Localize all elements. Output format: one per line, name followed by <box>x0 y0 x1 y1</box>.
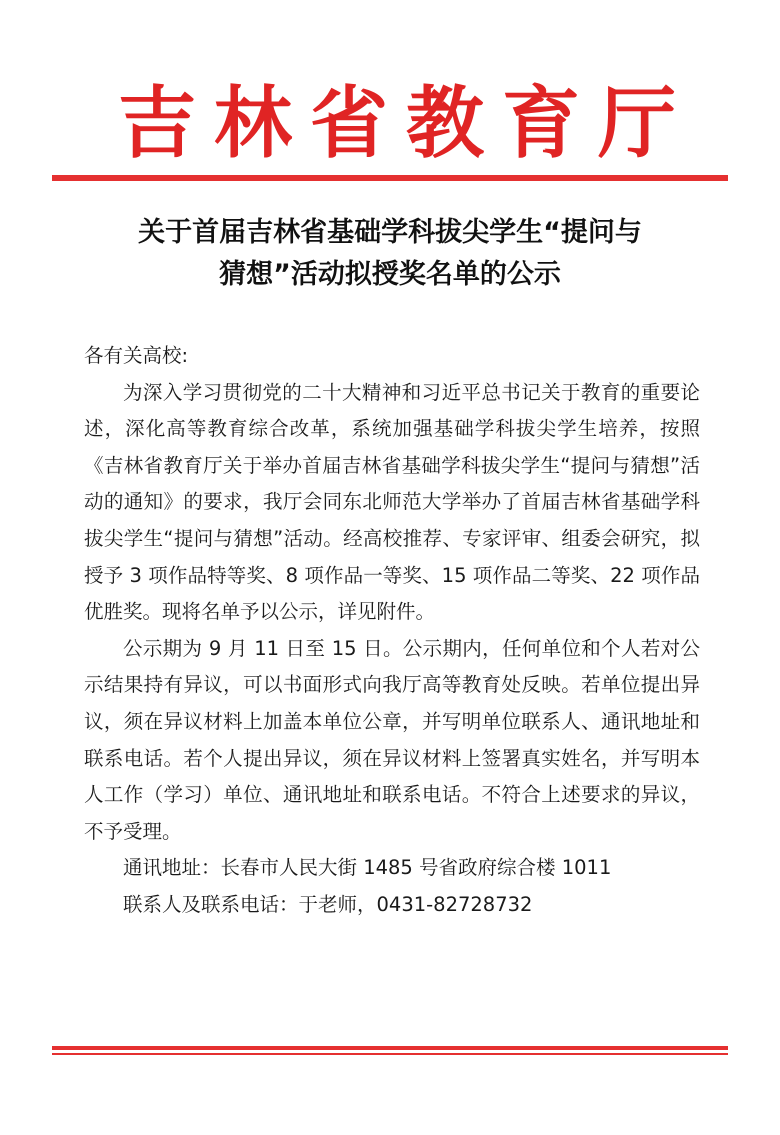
footer-divider-thin <box>52 1053 728 1055</box>
body-paragraph: 公示期为 9 月 11 日至 15 日。公示期内，任何单位和个人若对公示结果持有异议，可以书面形式向我厅高等教育处反映。若单位提出异议，须在异议材料上加盖本单位公章，并写明单位联系人、通讯地址和联系电话。若个人提出异议，须在异议材料上签署真实姓名，并写明本人工作（学习）单位、通讯地址和联系电话。不符合上述要求的异议，不予受理。 <box>84 636 700 843</box>
masthead-char: 教 <box>406 78 485 169</box>
contact-phone: 联系人及联系电话：于老师，0431-82728732 <box>123 892 533 916</box>
masthead-char: 厅 <box>598 78 677 169</box>
salutation: 各有关高校: <box>84 344 189 367</box>
contact-address: 通讯地址：长春市人民大街 1485 号省政府综合楼 1011 <box>123 856 612 880</box>
footer-divider-thick <box>52 1046 728 1050</box>
masthead-char: 吉 <box>118 78 197 169</box>
masthead-char: 省 <box>310 78 389 169</box>
masthead-char: 林 <box>214 78 293 169</box>
title-line: 猜想”活动拟授奖名单的公示 <box>219 259 561 290</box>
document-title <box>70 212 710 296</box>
masthead-char: 育 <box>502 78 581 169</box>
document-body <box>84 338 700 924</box>
masthead <box>0 78 780 170</box>
body-paragraph: 为深入学习贯彻党的二十大精神和习近平总书记关于教育的重要论述，深化高等教育综合改革，系统加强基础学科拔尖学生培养，按照《吉林省教育厅关于举办首届吉林省基础学科拔尖学生“提问与猜想”活动的通知》的要求，我厅会同东北师范大学举办了首届吉林省基础学科拔尖学生“提问与猜想”活动。经高校推荐、专家评审、组委会研究，拟授予 3 项作品特等奖、8 项作品一等奖、15 项作品二等奖、22 项作品优胜奖。现将名单予以公示，详见附件。 <box>84 380 700 624</box>
header-divider <box>52 175 728 181</box>
title-line: 关于首届吉林省基础学科拔尖学生“提问与 <box>138 217 642 248</box>
